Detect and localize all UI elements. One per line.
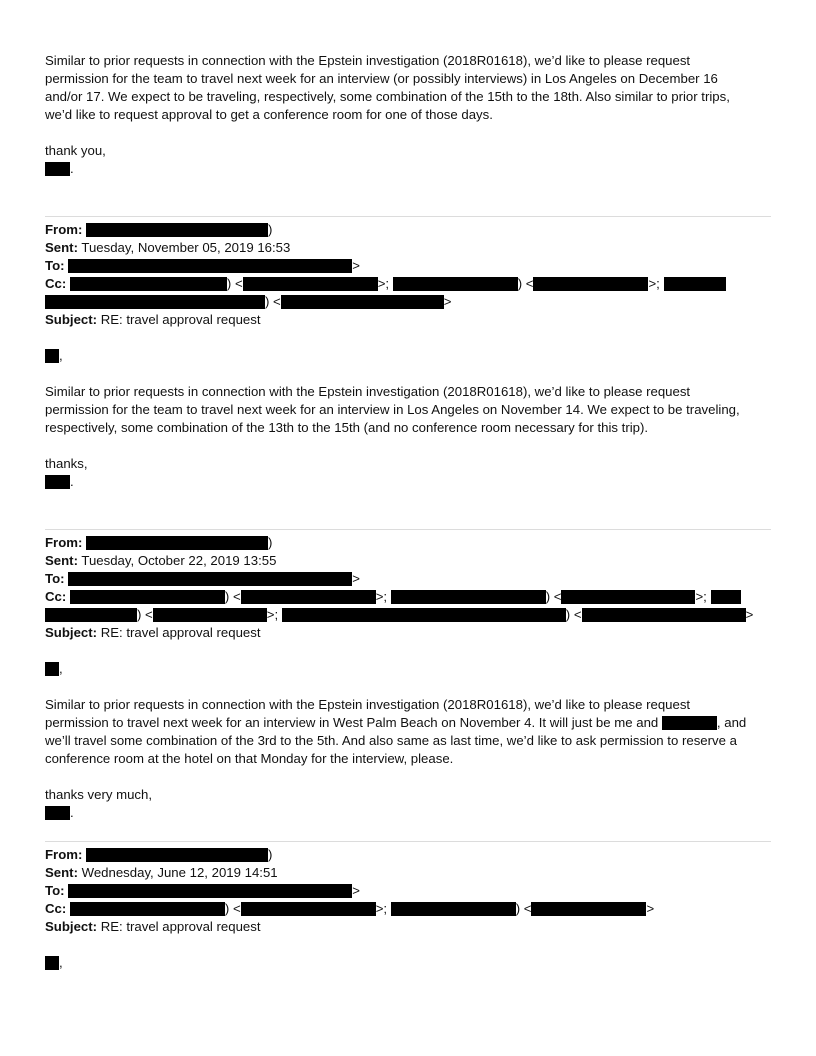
greeting: ,: [45, 347, 775, 365]
redaction: [45, 475, 70, 489]
redaction: [86, 223, 268, 237]
body-line: respectively, some combination of the 13th to the 15th (and no conference room necessary for this trip).: [45, 420, 649, 435]
redaction: [664, 277, 726, 291]
closing: thanks,: [45, 456, 88, 471]
redaction: [391, 902, 516, 916]
subject-line: Subject: RE: travel approval request: [45, 919, 261, 934]
redaction: [68, 259, 352, 273]
redaction: [711, 590, 741, 604]
redaction: [281, 295, 444, 309]
from-line: From: ): [45, 847, 273, 862]
closing: thanks very much,: [45, 787, 153, 802]
signature: .: [45, 473, 775, 491]
redaction: [241, 902, 376, 916]
redaction: [582, 608, 746, 622]
body-line: and/or 17. We expect to be traveling, respectively, some combination of the 15th to the 18th. Also similar to prior trips,: [45, 89, 730, 104]
body-line: we’ll travel some combination of the 3rd to the 5th. And also same as last time, we’d like to ask permission to reserve a: [45, 733, 737, 748]
signature: .: [45, 804, 775, 822]
email-header-3: [45, 846, 775, 936]
body-line: Similar to prior requests in connection with the Epstein investigation (2018R01618), we’d like to please request: [45, 53, 691, 68]
from-line: From: ): [45, 222, 273, 237]
redaction: [243, 277, 378, 291]
redaction: [86, 536, 268, 550]
redaction: [533, 277, 648, 291]
body-line: permission to travel next week for an interview in West Palm Beach on November 4. It will just be me and , and: [45, 715, 747, 730]
to-line: To: >: [45, 571, 360, 586]
subject-line: Subject: RE: travel approval request: [45, 625, 261, 640]
sent-line: Sent: Wednesday, June 12, 2019 14:51: [45, 865, 278, 880]
body-line: permission for the team to travel next week for an interview in Los Angeles on November 14. We expect to be traveling,: [45, 402, 740, 417]
redaction: [45, 608, 137, 622]
redaction: [662, 716, 717, 730]
cc-line-cont: ) < >: [45, 293, 775, 311]
redaction: [282, 608, 566, 622]
email-thread: [45, 52, 775, 972]
email-1-body: [45, 52, 775, 178]
redaction: [68, 884, 352, 898]
redaction: [45, 349, 59, 363]
greeting: ,: [45, 660, 775, 678]
body-line: Similar to prior requests in connection with the Epstein investigation (2018R01618), we’d like to please request: [45, 384, 691, 399]
cc-line: Cc: ) < >; ) < >;: [45, 588, 775, 606]
redaction: [86, 848, 268, 862]
redaction: [45, 162, 70, 176]
redaction: [45, 295, 265, 309]
redaction: [70, 277, 227, 291]
redaction: [391, 590, 546, 604]
redaction: [531, 902, 646, 916]
redaction: [45, 662, 59, 676]
redaction: [70, 590, 225, 604]
redaction: [70, 902, 225, 916]
redaction: [68, 572, 352, 586]
redaction: [561, 590, 695, 604]
cc-line-cont: ) < >; ) < >: [45, 606, 775, 624]
body-line: we’d like to request approval to get a conference room for one of those days.: [45, 107, 493, 122]
signature: .: [45, 160, 775, 178]
redaction: [153, 608, 267, 622]
body-line: conference room at the hotel on that Monday for the interview, please.: [45, 751, 454, 766]
greeting: ,: [45, 954, 775, 972]
body-line: Similar to prior requests in connection with the Epstein investigation (2018R01618), we’d like to please request: [45, 697, 691, 712]
email-header-1: [45, 221, 775, 329]
body-line: permission for the team to travel next week for an interview (or possibly interviews) in Los Angeles on December 16: [45, 71, 718, 86]
email-header-2: [45, 534, 775, 642]
redaction: [45, 806, 70, 820]
cc-line: Cc: ) < >; ) < >: [45, 901, 655, 916]
sent-line: Sent: Tuesday, October 22, 2019 13:55: [45, 553, 277, 568]
closing: thank you,: [45, 143, 106, 158]
redaction: [241, 590, 376, 604]
sent-line: Sent: Tuesday, November 05, 2019 16:53: [45, 240, 291, 255]
email-4-body: [45, 954, 775, 972]
subject-line: Subject: RE: travel approval request: [45, 312, 261, 327]
email-3-body: [45, 660, 775, 822]
from-line: From: ): [45, 535, 273, 550]
to-line: To: >: [45, 883, 360, 898]
to-line: To: >: [45, 258, 360, 273]
cc-line: Cc: ) < >; ) < >;: [45, 275, 775, 293]
redaction: [45, 956, 59, 970]
redaction: [393, 277, 518, 291]
email-2-body: [45, 347, 775, 491]
